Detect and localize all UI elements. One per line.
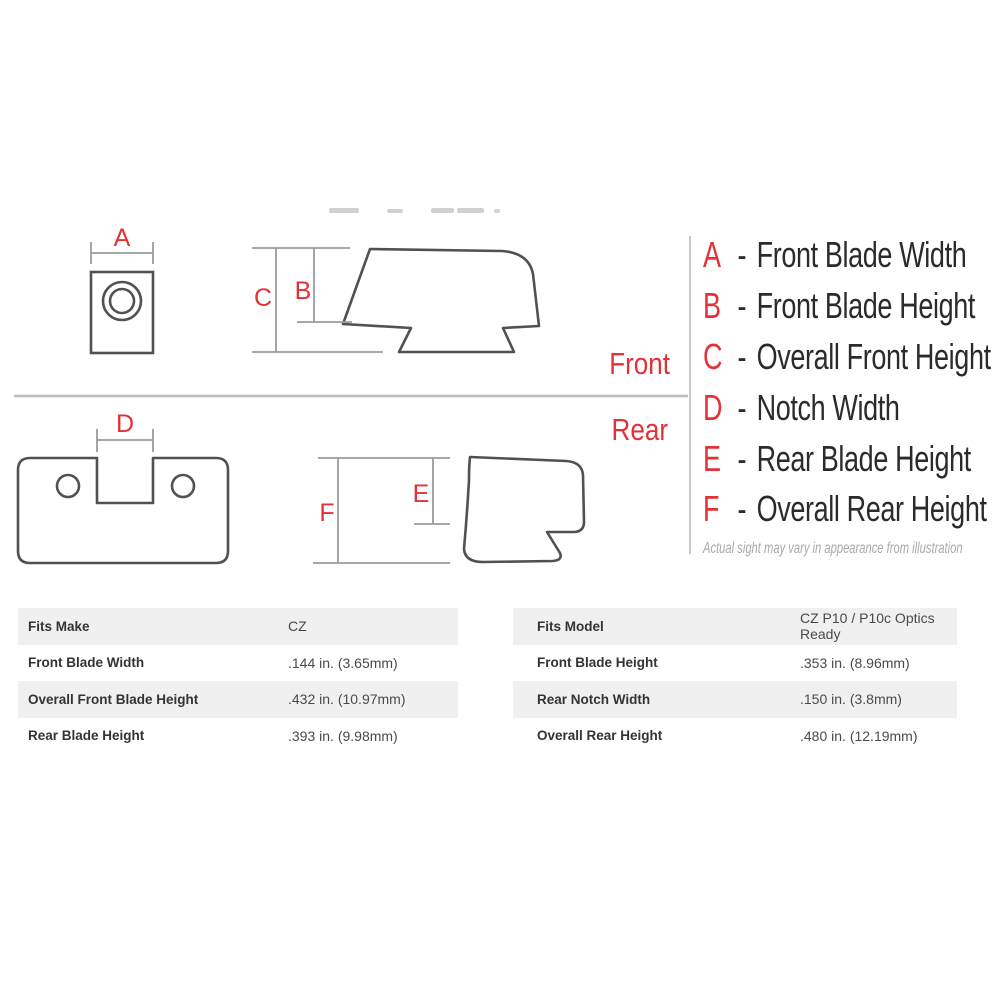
legend-separator: - bbox=[737, 285, 747, 327]
legend-item-c bbox=[703, 332, 1000, 383]
dim-label-a: A bbox=[113, 224, 131, 252]
table-row bbox=[513, 645, 957, 682]
legend-label: Overall Front Height bbox=[756, 335, 991, 377]
dim-label-e: E bbox=[412, 480, 430, 508]
legend-item-d bbox=[703, 382, 1000, 433]
table-row bbox=[18, 645, 458, 682]
front-sight-front-view bbox=[91, 272, 153, 353]
spec-label: Front Blade Height bbox=[537, 655, 658, 671]
legend-label: Front Blade Height bbox=[756, 285, 976, 327]
spec-value: .353 in. (8.96mm) bbox=[800, 654, 910, 671]
legend-letter: D bbox=[703, 386, 723, 428]
spec-table-right bbox=[513, 608, 957, 754]
spec-label: Overall Rear Height bbox=[537, 728, 663, 744]
disclaimer-text: Actual sight may vary in appearance from illustration bbox=[703, 540, 963, 557]
front-section-label: Front bbox=[609, 346, 670, 381]
spec-label: Front Blade Width bbox=[28, 655, 145, 671]
legend-label: Rear Blade Height bbox=[756, 437, 971, 479]
legend-label: Notch Width bbox=[756, 386, 900, 428]
table-row bbox=[513, 608, 957, 645]
dimension-legend bbox=[703, 230, 1000, 535]
legend-separator: - bbox=[737, 488, 747, 530]
legend-separator: - bbox=[737, 234, 747, 276]
table-row bbox=[513, 681, 957, 718]
spec-label: Overall Front Blade Height bbox=[28, 691, 199, 707]
legend-separator: - bbox=[737, 437, 747, 479]
legend-letter: B bbox=[703, 285, 721, 327]
spec-label: Rear Blade Height bbox=[28, 728, 145, 744]
spec-label: Rear Notch Width bbox=[537, 691, 651, 707]
dim-label-d: D bbox=[115, 410, 135, 438]
legend-label: Front Blade Width bbox=[756, 234, 967, 276]
legend-item-b bbox=[703, 281, 1000, 332]
legend-item-a bbox=[703, 230, 1000, 281]
legend-letter: F bbox=[703, 488, 720, 530]
dim-label-f: F bbox=[319, 499, 335, 527]
rear-section-label: Rear bbox=[611, 412, 668, 447]
table-row bbox=[18, 608, 458, 645]
spec-value: .150 in. (3.8mm) bbox=[800, 691, 902, 708]
table-row bbox=[18, 718, 458, 755]
legend-letter: C bbox=[703, 335, 723, 377]
spec-value: CZ P10 / P10c Optics Ready bbox=[800, 610, 935, 643]
table-row bbox=[18, 681, 458, 718]
spec-value: .393 in. (9.98mm) bbox=[288, 727, 398, 744]
table-row bbox=[513, 718, 957, 755]
legend-item-f bbox=[703, 484, 1000, 535]
legend-separator: - bbox=[737, 335, 747, 377]
legend-separator: - bbox=[737, 386, 747, 428]
spec-value: CZ bbox=[288, 618, 307, 635]
front-sight-side-profile bbox=[343, 249, 539, 352]
rear-sight-side-profile bbox=[464, 457, 584, 562]
front-tritium-ring-inner bbox=[110, 289, 134, 313]
legend-letter: A bbox=[703, 234, 721, 276]
dim-label-b: B bbox=[294, 277, 312, 305]
cropped-text-artifact bbox=[329, 208, 500, 213]
legend-label: Overall Rear Height bbox=[756, 488, 987, 530]
legend-letter: E bbox=[703, 437, 721, 479]
spec-label: Fits Make bbox=[28, 618, 90, 634]
rear-sight-rear-view bbox=[18, 458, 228, 563]
spec-label: Fits Model bbox=[537, 618, 604, 634]
spec-table-left bbox=[18, 608, 458, 754]
spec-value: .480 in. (12.19mm) bbox=[800, 727, 918, 744]
dim-label-c: C bbox=[253, 284, 273, 312]
spec-value: .432 in. (10.97mm) bbox=[288, 691, 406, 708]
legend-item-e bbox=[703, 433, 1000, 484]
spec-value: .144 in. (3.65mm) bbox=[288, 654, 398, 671]
